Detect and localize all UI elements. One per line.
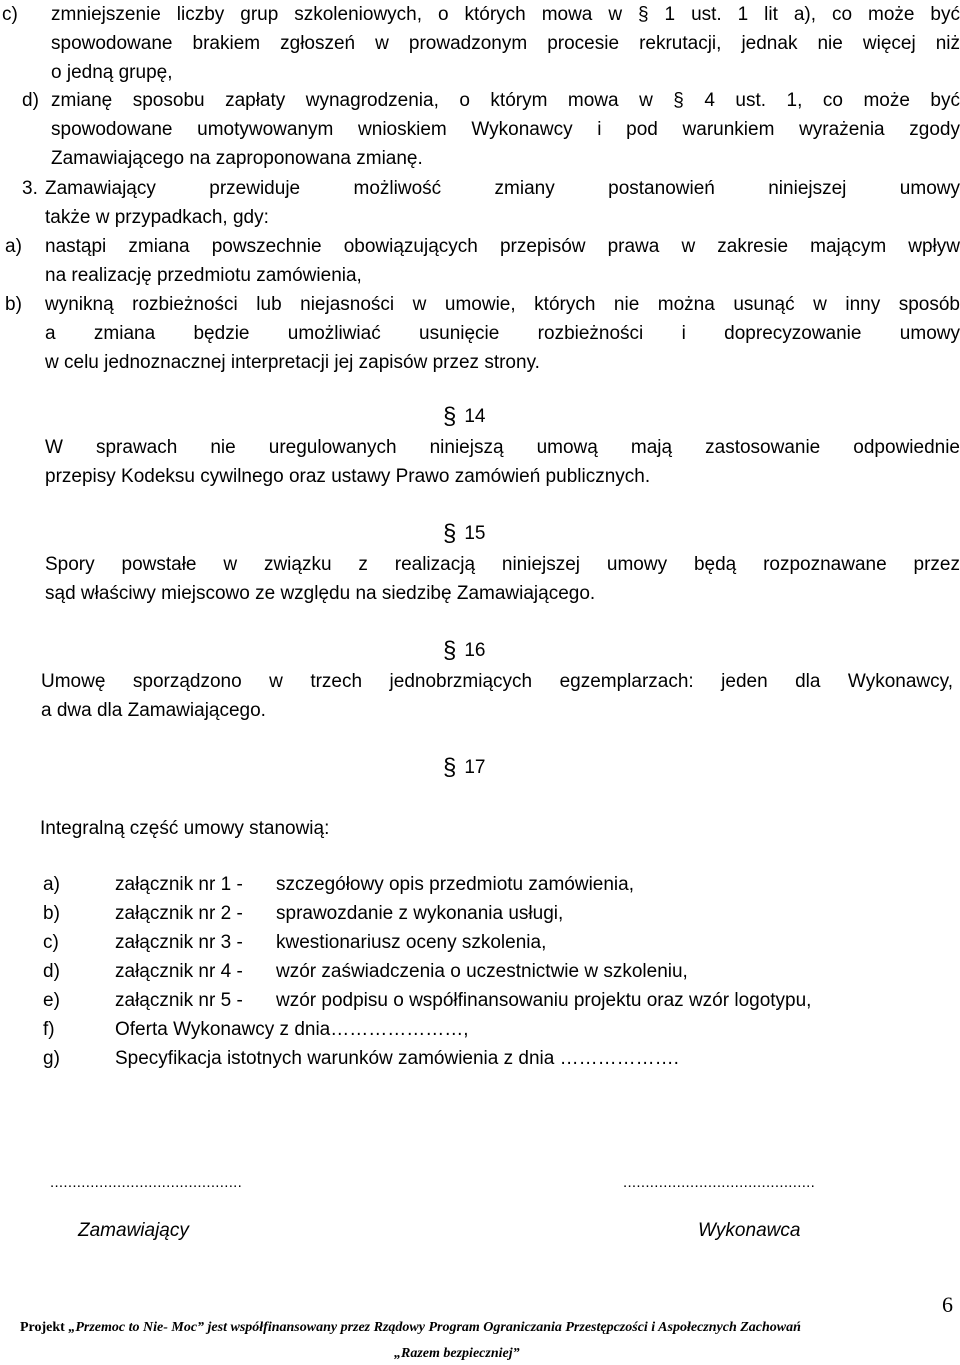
item-text: wynikną rozbieżności lub niejasności w umowie, których nie można usunąć w inny sposób (45, 294, 960, 315)
signature-line-left: ........................................... (50, 1174, 243, 1191)
item-label: b) (5, 294, 22, 315)
item-label: a) (43, 874, 60, 895)
item-label: g) (43, 1048, 60, 1069)
page-number: 6 (942, 1292, 953, 1317)
section-heading-15: § 15 (443, 520, 486, 547)
item-text: o jedną grupę, (51, 62, 173, 83)
item-label: a) (5, 236, 22, 257)
signature-line-right: ........................................... (623, 1174, 816, 1191)
item-text: a zmiana będzie umożliwiać usunięcie rozbieżności i doprecyzowanie umowy (45, 323, 960, 344)
item-label: e) (43, 990, 60, 1011)
item-label: b) (43, 903, 60, 924)
item-text: nastąpi zmiana powszechnie obowiązujących przepisów prawa w zakresie mającym wpływ (45, 236, 960, 257)
footer-text-line2: „Razem bezpieczniej” (394, 1346, 520, 1361)
item-label: d) (22, 90, 39, 111)
item-text: zmianę sposobu zapłaty wynagrodzenia, o którym mowa w § 4 ust. 1, co może być (51, 90, 960, 111)
paragraph-number: 3. (22, 178, 38, 199)
signature-label-left: Zamawiający (78, 1220, 189, 1241)
item-label: f) (43, 1019, 55, 1040)
section-15-text: Spory powstałe w związku z realizacją niniejszej umowy będą rozpoznawane przez (45, 554, 960, 575)
section-14-text: przepisy Kodeksu cywilnego oraz ustawy Prawo zamówień publicznych. (45, 466, 651, 487)
section-14-text: W sprawach nie uregulowanych niniejszą umową mają zastosowanie odpowiednie (45, 437, 960, 458)
attachment-description: wzór zaświadczenia o uczestnictwie w szkoleniu, (276, 961, 688, 982)
attachment-description: sprawozdanie z wykonania usługi, (276, 903, 564, 924)
item-text: zmniejszenie liczby grup szkoleniowych, o których mowa w § 1 ust. 1 lit a), co może być (51, 4, 960, 25)
section-heading-14: § 14 (443, 403, 486, 430)
item-label: d) (43, 961, 60, 982)
item-text: w celu jednoznacznej interpretacji jej zapisów przez strony. (45, 352, 540, 373)
attachment-description: szczegółowy opis przedmiotu zamówienia, (276, 874, 634, 895)
paragraph-text: także w przypadkach, gdy: (45, 207, 269, 228)
item-text: Zamawiającego na zaproponowana zmianę. (51, 148, 423, 169)
paragraph-text: Zamawiający przewiduje możliwość zmiany postanowień niniejszej umowy (45, 178, 960, 199)
attachment-number: załącznik nr 4 - (115, 961, 243, 982)
item-text: spowodowane brakiem zgłoszeń w prowadzonym procesie rekrutacji, jednak nie więcej niż (51, 33, 960, 54)
item-text: na realizację przedmiotu zamówienia, (45, 265, 362, 286)
attachment-number: załącznik nr 3 - (115, 932, 243, 953)
signature-label-right: Wykonawca (698, 1220, 801, 1241)
section-15-text: sąd właściwy miejscowo ze względu na siedzibę Zamawiającego. (45, 583, 596, 604)
item-label: c) (2, 4, 18, 25)
attachment-description: Oferta Wykonawcy z dnia…………………, (115, 1019, 469, 1040)
attachment-description: Specyfikacja istotnych warunków zamówienia z dnia ………………. (115, 1048, 679, 1069)
section-16-text: Umowę sporządzono w trzech jednobrzmiących egzemplarzach: jeden dla Wykonawcy, (41, 671, 953, 692)
item-label: c) (43, 932, 59, 953)
attachment-number: załącznik nr 2 - (115, 903, 243, 924)
attachment-number: załącznik nr 5 - (115, 990, 243, 1011)
footer-text: Projekt „Przemoc to Nie- Moc” jest współfinansowany przez Rządowy Program Ograniczania Przestępczości i Aspołecznych Zachowań (20, 1320, 801, 1335)
attachment-number: załącznik nr 1 - (115, 874, 243, 895)
attachments-intro: Integralną część umowy stanowią: (40, 818, 330, 839)
attachment-description: wzór podpisu o współfinansowaniu projektu oraz wzór logotypu, (276, 990, 812, 1011)
section-16-text: a dwa dla Zamawiającego. (41, 700, 266, 721)
section-heading-17: § 17 (443, 754, 486, 781)
attachment-description: kwestionariusz oceny szkolenia, (276, 932, 547, 953)
item-text: spowodowane umotywowanym wnioskiem Wykonawcy i pod warunkiem wyrażenia zgody (51, 119, 960, 140)
section-heading-16: § 16 (443, 637, 486, 664)
